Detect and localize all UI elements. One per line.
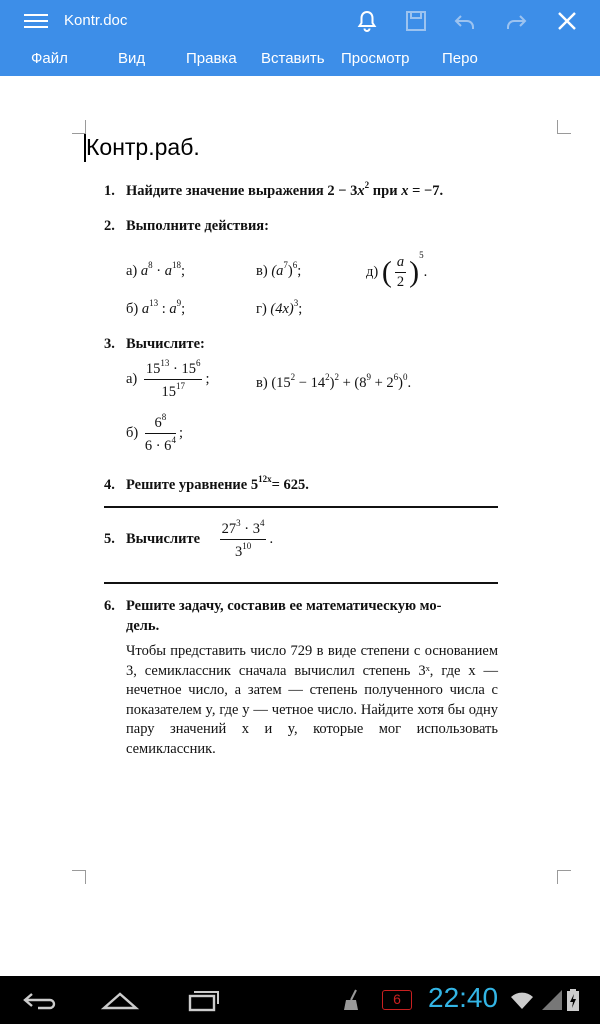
margin-mark-bottom-left [72, 870, 86, 884]
menu-file[interactable]: Файл [31, 50, 68, 67]
redo-icon[interactable] [503, 8, 529, 34]
task-1: 1. Найдите значение выражения $2 - 3x^2$ при x = −7. [104, 180, 444, 199]
task-6: 6. Решите задачу, составив ее математическую мо- [104, 598, 442, 614]
margin-mark-bottom-right [557, 870, 571, 884]
task-3b: б) $\frac{6^8}{6 \cdot 6^4}$ ; [126, 412, 183, 454]
task-3: 3. Вычислите: [104, 336, 205, 352]
document-page[interactable] [0, 76, 600, 976]
document-title: Kontr.doc [64, 12, 128, 29]
back-icon[interactable] [20, 986, 60, 1014]
task-2v: в) $(a^7)^6$; [256, 260, 302, 279]
wifi-icon [510, 988, 534, 1012]
margin-mark-top-left [72, 120, 86, 134]
system-navigation-bar [0, 976, 600, 1024]
notification-icon[interactable] [354, 8, 380, 34]
task-2g: г) $(4x)^3$; [256, 298, 303, 317]
home-icon[interactable] [100, 986, 140, 1014]
title-bar [0, 0, 600, 42]
close-icon[interactable] [554, 8, 580, 34]
battery-icon [566, 988, 580, 1012]
recent-apps-icon[interactable] [182, 986, 222, 1014]
menu-bar [0, 42, 600, 76]
task-3a: а) $\frac{15^{13} \cdot 15^6}{15^{17}}$ ; [126, 358, 210, 400]
cleaner-icon [340, 988, 364, 1012]
clock: 22:40 [428, 982, 499, 1013]
task-6-title-cont: дель. [126, 618, 160, 634]
task-2a: а) $a^8 \cdot a^{18}$; [126, 260, 186, 279]
task-6-paragraph: Чтобы представить число 729 в виде степени с основанием 3, семиклассник сначала вычислил степень 3ˣ, где x — нечетное число, а затем — степень полученного числа с показателем y, где y — четное число. Найдите хотя бы одну пару значений x и y, которые мог использовать семиклассник. [126, 643, 498, 757]
margin-mark-top-right [557, 120, 571, 134]
divider-2 [104, 582, 498, 584]
menu-review[interactable]: Просмотр [341, 50, 410, 67]
menu-edit[interactable]: Правка [186, 50, 237, 67]
menu-view[interactable]: Вид [118, 50, 146, 67]
task-3v: в) $(15^2 - 14^2)^2 + (8^9 + 2^6)^0$. [256, 372, 412, 391]
task-2d: д) ( $\frac{a}{2}$ )$^5$. [366, 250, 428, 291]
menu-insert[interactable]: Вставить [261, 50, 325, 67]
task-5: 5. Вычислите $\frac{27^3 \cdot 3^4}{3^{10}}$ . [104, 518, 274, 560]
menu-pen[interactable]: Перо [442, 50, 478, 67]
document-heading[interactable]: Контр.раб. [86, 134, 200, 160]
app-bar [0, 0, 600, 76]
undo-icon[interactable] [452, 8, 478, 34]
save-icon[interactable] [403, 8, 429, 34]
signal-icon [540, 988, 564, 1012]
divider-1 [104, 506, 498, 508]
task-4: 4. Решите уравнение $5^{12x}= 625$. [104, 474, 309, 493]
menu-icon[interactable] [24, 12, 48, 30]
notification-count-badge: 6 [382, 990, 412, 1010]
task-2: 2. Выполните действия: [104, 218, 269, 234]
task-2b: б) $a^{13}$ : $a^9$; [126, 298, 186, 317]
